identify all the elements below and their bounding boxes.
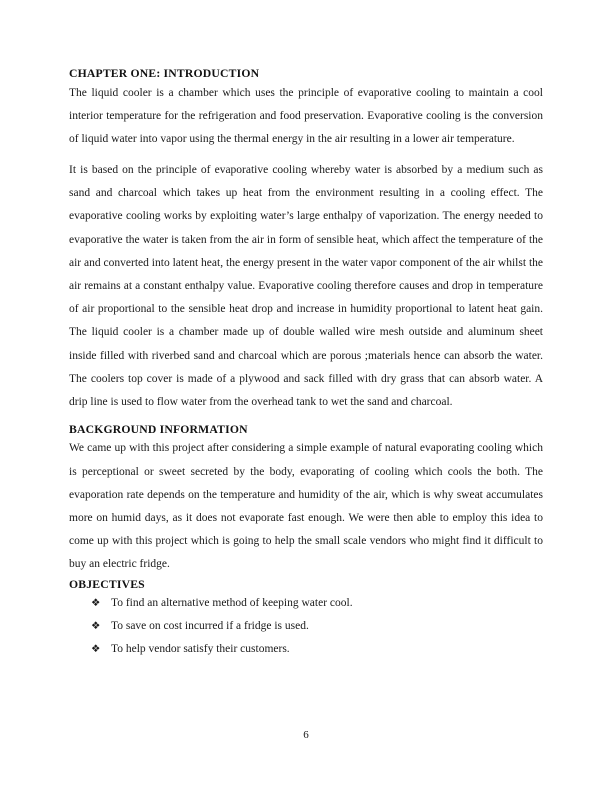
- diamond-bullet-icon: ❖: [91, 620, 101, 633]
- page-content: [69, 66, 543, 661]
- background-information-paragraph: We came up with this project after considering a simple example of natural evaporating cooling which is perceptional or sweet secreted by the body, evaporating of cooling which cools the both. The evaporation rate depends on the temperature and humidity of the air, which is why sweat accumulates more on humid days, as it does not evaporate fast enough. We were then able to employ this idea to come up with this project which is going to help the small scale vendors who might find it difficult to buy an electric fridge.: [69, 442, 543, 571]
- page-number: 6: [303, 729, 309, 741]
- list-item: [69, 638, 543, 661]
- list-item: [69, 592, 543, 615]
- background-information-heading: BACKGROUND INFORMATION: [69, 422, 248, 436]
- chapter-heading: CHAPTER ONE: INTRODUCTION: [69, 67, 260, 80]
- diamond-bullet-icon: ❖: [91, 597, 101, 610]
- list-item: [69, 615, 543, 638]
- objectives-heading: OBJECTIVES: [69, 577, 145, 591]
- diamond-bullet-icon: ❖: [91, 643, 101, 656]
- list-item-label: To help vendor satisfy their customers.: [111, 643, 290, 656]
- list-item-label: To save on cost incurred if a fridge is used.: [111, 620, 309, 633]
- intro-paragraph-2: It is based on the principle of evaporative cooling whereby water is absorbed by a medium such as sand and charcoal which takes up heat from the environment resulting in a cooling effect. The evaporative cooling works by exploiting water’s large enthalpy of vaporization. The energy needed to evaporative the water is taken from the air in form of sensible heat, which affect the temperature of the air and converted into latent heat, the energy present in the water vapor component of the air whilst the air remains at a constant enthalpy value. Evaporative cooling therefore causes and drop in temperature of air proportional to the sensible heat drop and increase in humidity proportional to latent heat gain. The liquid cooler is a chamber made up of double walled wire mesh outside and aluminum sheet inside filled with riverbed sand and charcoal which are porous ;materials hence can absorb the water. The coolers top cover is made of a plywood and sack filled with dry grass that can absorb water. A drip line is used to flow water from the overhead tank to wet the sand and charcoal.: [69, 163, 543, 408]
- intro-paragraph-1: The liquid cooler is a chamber which uses the principle of evaporative cooling to maintain a cool interior temperature for the refrigeration and food preservation. Evaporative cooling is the conversion of liquid water into vapor using the thermal energy in the air resulting in a lower air temperature.: [69, 86, 543, 146]
- list-item-label: To find an alternative method of keeping water cool.: [111, 597, 353, 610]
- objectives-list: [69, 592, 543, 661]
